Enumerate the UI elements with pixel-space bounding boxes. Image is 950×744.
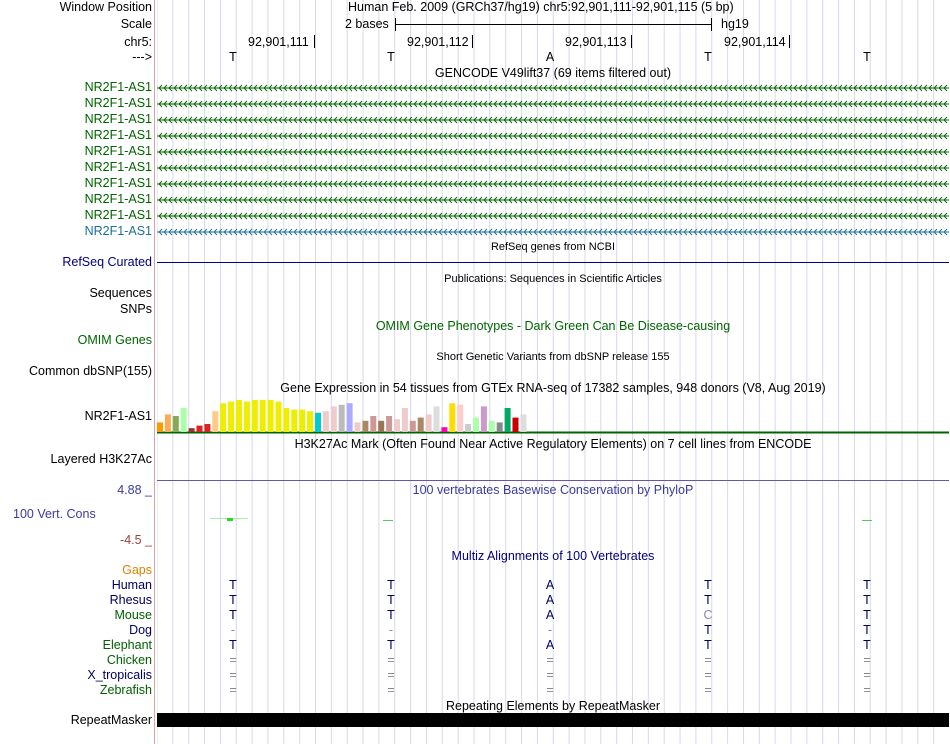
scale-bar bbox=[395, 24, 712, 25]
gtex-tissue-bar bbox=[315, 413, 321, 432]
phylop-signal-2 bbox=[383, 520, 393, 521]
gtex-tissue-bar bbox=[370, 416, 376, 432]
multiz-aligned-base: - bbox=[547, 623, 553, 637]
publications-track-title[interactable]: Publications: Sequences in Scientific Articles bbox=[444, 273, 662, 285]
multiz-aligned-base: = bbox=[387, 668, 395, 682]
multiz-aligned-base: - bbox=[388, 623, 394, 637]
gtex-tissue-bar bbox=[331, 406, 337, 432]
gtex-tissue-bar bbox=[236, 400, 242, 432]
gtex-tissue-bar bbox=[489, 421, 495, 432]
gtex-tissue-bar bbox=[323, 411, 329, 432]
gtex-tissue-bar bbox=[291, 410, 297, 432]
dbsnp-label[interactable]: Common dbSNP(155) bbox=[29, 364, 152, 378]
refseq-curated-label[interactable]: RefSeq Curated bbox=[62, 255, 152, 269]
multiz-aligned-base: A bbox=[545, 593, 555, 607]
gtex-tissue-bar bbox=[394, 419, 400, 432]
window-position-label: Window Position bbox=[59, 0, 152, 14]
multiz-aligned-base: T bbox=[863, 578, 871, 592]
multiz-aligned-base: T bbox=[387, 638, 395, 652]
multiz-aligned-base: T bbox=[704, 578, 712, 592]
gtex-tissue-bar bbox=[386, 416, 392, 432]
refseq-track-title[interactable]: RefSeq genes from NCBI bbox=[490, 241, 616, 253]
gtex-tissue-bar bbox=[434, 406, 440, 432]
chrom-label: chr5: bbox=[124, 35, 152, 49]
gtex-tissue-bar bbox=[157, 422, 163, 432]
position-tick bbox=[789, 35, 790, 48]
ref-base: T bbox=[387, 50, 395, 64]
multiz-aligned-base: T bbox=[704, 623, 712, 637]
gtex-tissue-bar bbox=[473, 418, 479, 432]
phylop-track-title[interactable]: 100 vertebrates Basewise Conservation by PhyloP bbox=[412, 483, 694, 497]
multiz-aligned-base: = bbox=[387, 653, 395, 667]
gtex-tissue-bar bbox=[465, 424, 471, 432]
scale-bases-text: 2 bases bbox=[345, 17, 389, 31]
gtex-tissue-bar bbox=[197, 426, 203, 432]
gencode-transcript-line[interactable] bbox=[157, 227, 949, 237]
gencode-transcript-label[interactable]: NR2F1-AS1 bbox=[84, 112, 152, 126]
multiz-aligned-base: T bbox=[863, 593, 871, 607]
gtex-tissue-bar bbox=[189, 428, 195, 432]
multiz-species-label[interactable]: Elephant bbox=[102, 638, 152, 652]
scale-db-text: hg19 bbox=[721, 17, 749, 31]
phylop-signal-3 bbox=[862, 520, 872, 521]
position-label-3: 92,901,113 bbox=[565, 35, 627, 49]
h3k27ac-baseline bbox=[157, 480, 949, 481]
omim-track-title[interactable]: OMIM Gene Phenotypes - Dark Green Can Be Disease-causing bbox=[375, 319, 731, 333]
gtex-tissue-bar bbox=[362, 421, 368, 432]
gencode-transcript-label[interactable]: NR2F1-AS1 bbox=[84, 176, 152, 190]
gtex-gene-label[interactable]: NR2F1-AS1 bbox=[84, 409, 152, 423]
multiz-aligned-base: T bbox=[387, 593, 395, 607]
repeatmasker-element[interactable] bbox=[157, 713, 949, 727]
multiz-aligned-base: - bbox=[230, 623, 236, 637]
gtex-tissue-bar bbox=[497, 422, 503, 432]
multiz-gaps-label[interactable]: Gaps bbox=[122, 563, 152, 577]
multiz-aligned-base: T bbox=[863, 608, 871, 622]
multiz-species-label[interactable]: Chicken bbox=[106, 653, 152, 667]
gtex-tissue-bar bbox=[481, 406, 487, 432]
gencode-transcript-label[interactable]: NR2F1-AS1 bbox=[84, 96, 152, 110]
multiz-aligned-base: = bbox=[546, 683, 554, 697]
gencode-transcript-line[interactable] bbox=[157, 131, 949, 141]
position-label-4: 92,901,114 bbox=[724, 35, 786, 49]
gencode-transcript-label[interactable]: NR2F1-AS1 bbox=[84, 192, 152, 206]
repeatmasker-track-title[interactable]: Repeating Elements by RepeatMasker bbox=[445, 699, 660, 713]
label-divider bbox=[154, 0, 155, 744]
multiz-aligned-base: T bbox=[229, 593, 237, 607]
multiz-aligned-base: = bbox=[704, 668, 712, 682]
scale-bar-right-tick bbox=[711, 18, 712, 31]
multiz-aligned-base: = bbox=[546, 653, 554, 667]
multiz-aligned-base: T bbox=[863, 623, 871, 637]
multiz-aligned-base: = bbox=[863, 668, 871, 682]
gtex-tissue-bar bbox=[347, 403, 353, 432]
refseq-gene-line[interactable] bbox=[157, 262, 949, 263]
gtex-tissue-bar bbox=[252, 400, 258, 432]
multiz-aligned-base: T bbox=[704, 638, 712, 652]
gencode-track-title[interactable]: GENCODE V49lift37 (69 items filtered out) bbox=[434, 66, 672, 80]
gencode-transcript-label[interactable]: NR2F1-AS1 bbox=[84, 144, 152, 158]
multiz-aligned-base: = bbox=[863, 683, 871, 697]
position-label-2: 92,901,112 bbox=[407, 35, 469, 49]
gtex-tissue-bar bbox=[355, 422, 361, 432]
multiz-aligned-base: T bbox=[704, 593, 712, 607]
multiz-species-label[interactable]: Dog bbox=[129, 623, 152, 637]
gencode-transcript-line[interactable] bbox=[157, 195, 949, 205]
multiz-aligned-base: A bbox=[545, 608, 555, 622]
gtex-tissue-bar bbox=[307, 411, 313, 432]
multiz-aligned-base: = bbox=[704, 653, 712, 667]
scale-bar-left-tick bbox=[395, 18, 396, 31]
gtex-tissue-bar bbox=[204, 424, 210, 432]
gencode-transcript-line[interactable] bbox=[157, 179, 949, 189]
multiz-species-label[interactable]: Rhesus bbox=[109, 593, 152, 607]
h3k27ac-track-title[interactable]: H3K27Ac Mark (Often Found Near Active Regulatory Elements) on 7 cell lines from ENCODE bbox=[294, 437, 812, 451]
gtex-tissue-bar bbox=[441, 427, 447, 432]
repeatmasker-label[interactable]: RepeatMasker bbox=[70, 713, 152, 727]
gtex-tissue-bar bbox=[212, 411, 218, 432]
gencode-transcript-label[interactable]: NR2F1-AS1 bbox=[84, 224, 152, 238]
phylop-min-label: -4.5 _ bbox=[120, 533, 152, 547]
scale-label: Scale bbox=[120, 17, 152, 31]
multiz-species-label[interactable]: Human bbox=[111, 578, 152, 592]
multiz-aligned-base: = bbox=[546, 668, 554, 682]
ref-base: T bbox=[863, 50, 871, 64]
gtex-tissue-bar bbox=[339, 405, 345, 432]
position-label-1: 92,901,111 bbox=[248, 35, 309, 49]
gtex-tissue-bar bbox=[299, 410, 305, 432]
multiz-aligned-base: T bbox=[387, 578, 395, 592]
gtex-tissue-bar bbox=[268, 400, 274, 432]
omim-genes-label[interactable]: OMIM Genes bbox=[77, 333, 152, 347]
ref-base: T bbox=[229, 50, 237, 64]
gtex-tissue-bar bbox=[378, 421, 384, 432]
gencode-transcript-line[interactable] bbox=[157, 147, 949, 157]
ref-base: T bbox=[704, 50, 712, 64]
gencode-transcript-line[interactable] bbox=[157, 163, 949, 173]
h3k27ac-label[interactable]: Layered H3K27Ac bbox=[50, 452, 152, 466]
gtex-tissue-bar bbox=[410, 421, 416, 432]
multiz-aligned-base: = bbox=[229, 668, 237, 682]
multiz-aligned-base: A bbox=[545, 578, 555, 592]
ref-base: A bbox=[545, 50, 555, 64]
multiz-aligned-base: T bbox=[229, 608, 237, 622]
gtex-tissue-bar bbox=[283, 408, 289, 432]
dbsnp-track-title[interactable]: Short Genetic Variants from dbSNP release 155 bbox=[436, 351, 670, 363]
phylop-label[interactable]: 100 Vert. Cons bbox=[13, 507, 96, 521]
multiz-aligned-base: T bbox=[229, 578, 237, 592]
gtex-tissue-bar bbox=[244, 402, 250, 432]
gtex-tissue-bar bbox=[260, 400, 266, 432]
multiz-aligned-base: = bbox=[229, 653, 237, 667]
publications-sequences-label[interactable]: Sequences bbox=[89, 286, 152, 300]
phylop-max-label: 4.88 _ bbox=[117, 483, 152, 497]
phylop-signal-1-peak bbox=[227, 518, 233, 521]
multiz-species-label[interactable]: X_tropicalis bbox=[87, 668, 152, 682]
gtex-tissue-bar bbox=[276, 402, 282, 432]
gtex-tissue-bar bbox=[426, 414, 432, 432]
multiz-species-label[interactable]: Mouse bbox=[114, 608, 152, 622]
gtex-tissue-bar bbox=[220, 403, 226, 432]
multiz-species-label[interactable]: Zebrafish bbox=[99, 683, 152, 697]
position-tick bbox=[472, 35, 473, 48]
gtex-tissue-bar bbox=[520, 414, 526, 432]
multiz-aligned-base: T bbox=[229, 638, 237, 652]
multiz-track-title[interactable]: Multiz Alignments of 100 Vertebrates bbox=[451, 549, 655, 563]
gencode-transcript-label[interactable]: NR2F1-AS1 bbox=[84, 128, 152, 142]
gtex-tissue-bar bbox=[228, 402, 234, 432]
gencode-transcript-line[interactable] bbox=[157, 99, 949, 109]
gtex-tissue-bar bbox=[402, 408, 408, 432]
gtex-expression-chart[interactable] bbox=[157, 396, 949, 434]
publications-snps-label[interactable]: SNPs bbox=[120, 302, 152, 316]
gencode-transcript-label[interactable]: NR2F1-AS1 bbox=[84, 160, 152, 174]
strand-label: ---> bbox=[132, 50, 152, 64]
position-tick bbox=[631, 35, 632, 48]
gtex-tissue-bar bbox=[457, 405, 463, 432]
window-position-text[interactable]: Human Feb. 2009 (GRCh37/hg19) chr5:92,901,111-92,901,115 (5 bp) bbox=[348, 0, 734, 14]
gtex-track-title[interactable]: Gene Expression in 54 tissues from GTEx RNA-seq of 17382 samples, 948 donors (V8, Aug 2019) bbox=[280, 381, 826, 395]
gencode-transcript-line[interactable] bbox=[157, 115, 949, 125]
multiz-aligned-base: T bbox=[863, 638, 871, 652]
multiz-aligned-base: = bbox=[387, 683, 395, 697]
gencode-transcript-label[interactable]: NR2F1-AS1 bbox=[84, 208, 152, 222]
gtex-tissue-bar bbox=[181, 408, 187, 432]
multiz-aligned-base: = bbox=[704, 683, 712, 697]
gtex-tissue-bar bbox=[513, 418, 519, 432]
multiz-aligned-base: A bbox=[545, 638, 555, 652]
multiz-aligned-base: = bbox=[863, 653, 871, 667]
multiz-aligned-base: T bbox=[387, 608, 395, 622]
multiz-aligned-base: C bbox=[703, 608, 713, 622]
gtex-tissue-bar bbox=[505, 408, 511, 432]
gencode-transcript-line[interactable] bbox=[157, 211, 949, 221]
position-tick bbox=[314, 35, 315, 48]
gtex-tissue-bar bbox=[165, 414, 171, 432]
gencode-transcript-label[interactable]: NR2F1-AS1 bbox=[84, 80, 152, 94]
gtex-tissue-bar bbox=[173, 416, 179, 432]
gtex-tissue-bar bbox=[449, 403, 455, 432]
gencode-transcript-line[interactable] bbox=[157, 83, 949, 93]
gtex-tissue-bar bbox=[418, 418, 424, 432]
multiz-aligned-base: = bbox=[229, 683, 237, 697]
